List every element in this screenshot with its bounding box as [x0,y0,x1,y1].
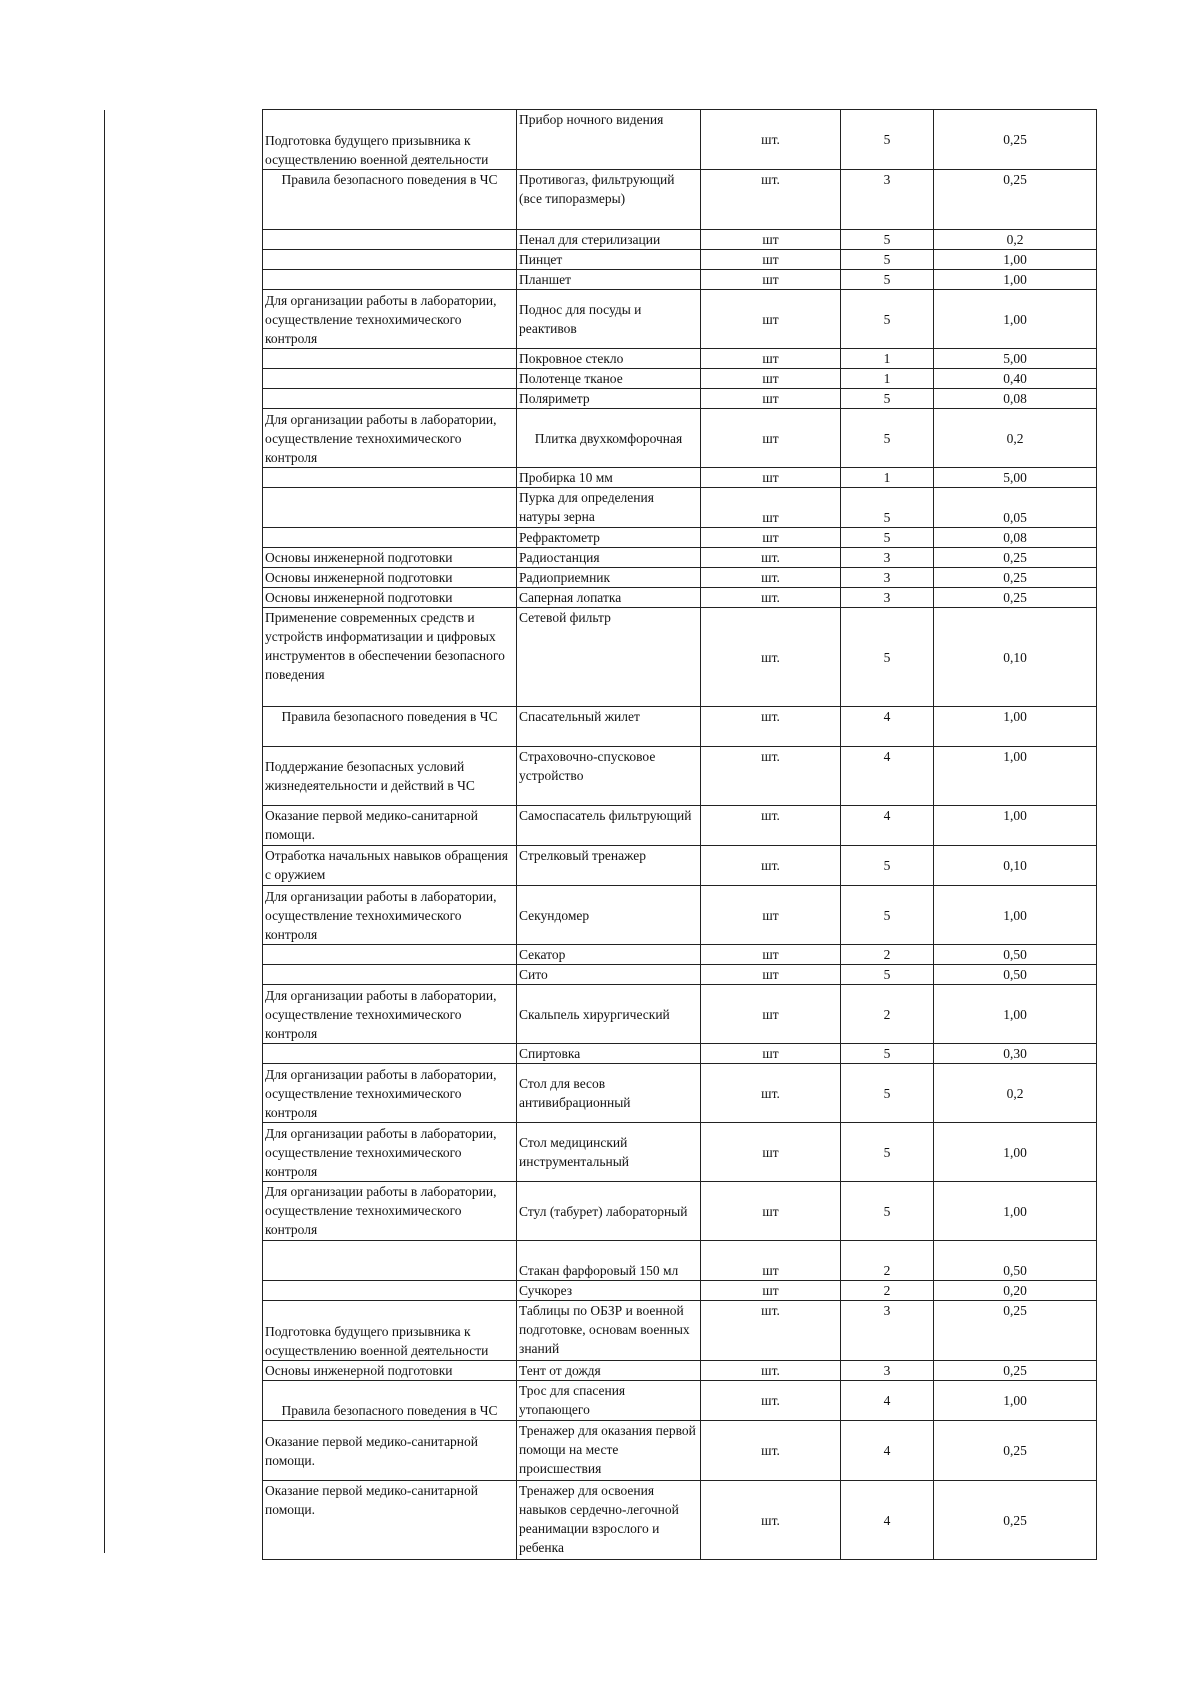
table-row [263,528,1097,548]
qty-cell: 5 [841,110,934,170]
unit-cell: шт [701,409,841,468]
unit-cell: шт [701,270,841,290]
unit-cell: шт [701,1281,841,1301]
item-cell: Пробирка 10 мм [517,468,701,488]
purpose-cell: Подготовка будущего призывника к осуществлению военной деятельности [263,110,517,170]
qty-cell: 5 [841,528,934,548]
purpose-cell: Для организации работы в лаборатории, осуществление технохимического контроля [263,886,517,945]
unit-cell: шт. [701,110,841,170]
unit-cell: шт [701,250,841,270]
item-cell: Рефрактометр [517,528,701,548]
item-cell: Секатор [517,945,701,965]
coef-cell: 0,50 [934,945,1097,965]
unit-cell: шт [701,886,841,945]
coef-cell: 1,00 [934,1381,1097,1421]
qty-cell: 5 [841,250,934,270]
qty-cell: 4 [841,747,934,806]
purpose-cell [263,488,517,528]
coef-cell: 0,40 [934,369,1097,389]
item-cell: Спасательный жилет [517,707,701,747]
item-cell: Тренажер для оказания первой помощи на месте происшествия [517,1421,701,1481]
qty-cell: 1 [841,349,934,369]
coef-cell: 1,00 [934,747,1097,806]
table-row [263,1381,1097,1421]
item-cell: Тент от дождя [517,1361,701,1381]
item-cell: Стрелковый тренажер [517,846,701,886]
unit-cell: шт. [701,707,841,747]
coef-cell: 1,00 [934,985,1097,1044]
item-cell: Стул (табурет) лабораторный [517,1182,701,1241]
item-cell: Поляриметр [517,389,701,409]
table-row [263,945,1097,965]
item-cell: Саперная лопатка [517,588,701,608]
unit-cell: шт. [701,568,841,588]
qty-cell: 1 [841,369,934,389]
item-cell: Стол медицинский инструментальный [517,1123,701,1182]
margin-rule [104,110,105,1553]
table-row [263,1361,1097,1381]
qty-cell: 2 [841,985,934,1044]
unit-cell: шт [701,965,841,985]
item-cell: Пурка для определения натуры зерна [517,488,701,528]
purpose-cell [263,1281,517,1301]
purpose-cell: Основы инженерной подготовки [263,548,517,568]
purpose-cell: Подготовка будущего призывника к осуществлению военной деятельности [263,1301,517,1361]
unit-cell: шт [701,488,841,528]
qty-cell: 2 [841,1241,934,1281]
unit-cell: шт [701,528,841,548]
table-row [263,170,1097,230]
purpose-cell [263,945,517,965]
unit-cell: шт [701,290,841,349]
unit-cell: шт [701,985,841,1044]
coef-cell: 0,25 [934,1361,1097,1381]
table-row [263,389,1097,409]
coef-cell: 0,30 [934,1044,1097,1064]
purpose-cell [263,230,517,250]
item-cell: Полотенце тканое [517,369,701,389]
coef-cell: 1,00 [934,1123,1097,1182]
table-row [263,110,1097,170]
qty-cell: 5 [841,1044,934,1064]
purpose-cell [263,369,517,389]
table-row [263,846,1097,886]
item-cell: Страховочно-спусковое устройство [517,747,701,806]
coef-cell: 1,00 [934,250,1097,270]
purpose-cell [263,1241,517,1281]
item-cell: Сито [517,965,701,985]
qty-cell: 3 [841,548,934,568]
qty-cell: 5 [841,886,934,945]
item-cell: Спиртовка [517,1044,701,1064]
table-row [263,270,1097,290]
purpose-cell: Отработка начальных навыков обращения с оружием [263,846,517,886]
coef-cell: 0,05 [934,488,1097,528]
unit-cell: шт. [701,806,841,846]
table-row [263,230,1097,250]
qty-cell: 3 [841,588,934,608]
purpose-cell [263,965,517,985]
unit-cell: шт. [701,747,841,806]
unit-cell: шт. [701,1481,841,1560]
coef-cell: 0,50 [934,1241,1097,1281]
unit-cell: шт. [701,1301,841,1361]
item-cell: Пенал для стерилизации [517,230,701,250]
item-cell: Стакан фарфоровый 150 мл [517,1241,701,1281]
coef-cell: 0,25 [934,1421,1097,1481]
item-cell: Секундомер [517,886,701,945]
coef-cell: 0,50 [934,965,1097,985]
purpose-cell: Применение современных средств и устройств информатизации и цифровых инструментов в обеспечении безопасного поведения [263,608,517,707]
qty-cell: 5 [841,1064,934,1123]
qty-cell: 5 [841,608,934,707]
table-row [263,568,1097,588]
table-row [263,369,1097,389]
coef-cell: 0,25 [934,548,1097,568]
purpose-cell: Основы инженерной подготовки [263,588,517,608]
qty-cell: 2 [841,1281,934,1301]
table-row [263,1123,1097,1182]
table-row [263,1301,1097,1361]
table-row [263,1182,1097,1241]
purpose-cell: Оказание первой медико-санитарной помощи. [263,1481,517,1560]
table-row [263,488,1097,528]
unit-cell: шт [701,468,841,488]
qty-cell: 5 [841,1123,934,1182]
item-cell: Сучкорез [517,1281,701,1301]
item-cell: Прибор ночного видения [517,110,701,170]
purpose-cell: Для организации работы в лаборатории, осуществление технохимического контроля [263,985,517,1044]
purpose-cell [263,528,517,548]
unit-cell: шт. [701,846,841,886]
unit-cell: шт. [701,1381,841,1421]
item-cell: Пинцет [517,250,701,270]
qty-cell: 5 [841,389,934,409]
item-cell: Поднос для посуды и реактивов [517,290,701,349]
qty-cell: 5 [841,270,934,290]
coef-cell: 0,10 [934,846,1097,886]
purpose-cell: Основы инженерной подготовки [263,1361,517,1381]
equipment-table-body [263,110,1097,1560]
coef-cell: 0,20 [934,1281,1097,1301]
unit-cell: шт [701,389,841,409]
unit-cell: шт. [701,588,841,608]
purpose-cell [263,389,517,409]
qty-cell: 5 [841,230,934,250]
unit-cell: шт [701,945,841,965]
purpose-cell [263,270,517,290]
coef-cell: 5,00 [934,468,1097,488]
unit-cell: шт. [701,1421,841,1481]
coef-cell: 0,25 [934,170,1097,230]
item-cell: Планшет [517,270,701,290]
item-cell: Покровное стекло [517,349,701,369]
purpose-cell: Для организации работы в лаборатории, осуществление технохимического контроля [263,1064,517,1123]
table-row [263,806,1097,846]
item-cell: Трос для спасения утопающего [517,1381,701,1421]
coef-cell: 1,00 [934,707,1097,747]
coef-cell: 1,00 [934,1182,1097,1241]
item-cell: Радиостанция [517,548,701,568]
purpose-cell: Для организации работы в лаборатории, осуществление технохимического контроля [263,1123,517,1182]
unit-cell: шт [701,1241,841,1281]
equipment-table [262,109,1097,1560]
unit-cell: шт [701,1044,841,1064]
qty-cell: 4 [841,806,934,846]
table-row [263,250,1097,270]
coef-cell: 0,25 [934,1481,1097,1560]
table-row [263,1064,1097,1123]
table-row [263,965,1097,985]
item-cell: Стол для весов антивибрационный [517,1064,701,1123]
qty-cell: 5 [841,1182,934,1241]
table-row [263,608,1097,707]
coef-cell: 0,2 [934,1064,1097,1123]
qty-cell: 3 [841,1301,934,1361]
coef-cell: 0,08 [934,389,1097,409]
table-row [263,1481,1097,1560]
purpose-cell: Для организации работы в лаборатории, осуществление технохимического контроля [263,1182,517,1241]
unit-cell: шт [701,369,841,389]
qty-cell: 4 [841,1381,934,1421]
purpose-cell: Правила безопасного поведения в ЧС [263,707,517,747]
unit-cell: шт. [701,608,841,707]
item-cell: Радиоприемник [517,568,701,588]
table-row [263,588,1097,608]
purpose-cell: Оказание первой медико-санитарной помощи. [263,1421,517,1481]
qty-cell: 5 [841,290,934,349]
purpose-cell: Основы инженерной подготовки [263,568,517,588]
coef-cell: 0,08 [934,528,1097,548]
qty-cell: 5 [841,846,934,886]
unit-cell: шт. [701,1361,841,1381]
item-cell: Тренажер для освоения навыков сердечно-легочной реанимации взрослого и ребенка [517,1481,701,1560]
coef-cell: 5,00 [934,349,1097,369]
unit-cell: шт [701,230,841,250]
qty-cell: 2 [841,945,934,965]
table-row [263,409,1097,468]
purpose-cell: Оказание первой медико-санитарной помощи. [263,806,517,846]
purpose-cell [263,1044,517,1064]
qty-cell: 3 [841,1361,934,1381]
table-row [263,707,1097,747]
item-cell: Самоспасатель фильтрующий [517,806,701,846]
coef-cell: 0,2 [934,409,1097,468]
table-row [263,349,1097,369]
table-row [263,548,1097,568]
table-row [263,985,1097,1044]
purpose-cell: Для организации работы в лаборатории, осуществление технохимического контроля [263,409,517,468]
coef-cell: 0,25 [934,568,1097,588]
table-row [263,747,1097,806]
purpose-cell: Правила безопасного поведения в ЧС [263,170,517,230]
purpose-cell [263,468,517,488]
table-row [263,1421,1097,1481]
qty-cell: 3 [841,568,934,588]
qty-cell: 4 [841,707,934,747]
unit-cell: шт [701,1182,841,1241]
coef-cell: 0,10 [934,608,1097,707]
purpose-cell [263,349,517,369]
coef-cell: 0,25 [934,588,1097,608]
coef-cell: 1,00 [934,270,1097,290]
unit-cell: шт. [701,548,841,568]
item-cell: Таблицы по ОБЗР и военной подготовке, основам военных знаний [517,1301,701,1361]
unit-cell: шт [701,1123,841,1182]
unit-cell: шт. [701,170,841,230]
coef-cell: 1,00 [934,886,1097,945]
table-row [263,1281,1097,1301]
item-cell: Плитка двухкомфорочная [517,409,701,468]
coef-cell: 0,25 [934,1301,1097,1361]
qty-cell: 5 [841,409,934,468]
purpose-cell: Для организации работы в лаборатории, осуществление технохимического контроля [263,290,517,349]
table-row [263,1241,1097,1281]
qty-cell: 3 [841,170,934,230]
table-row [263,468,1097,488]
coef-cell: 0,2 [934,230,1097,250]
coef-cell: 0,25 [934,110,1097,170]
coef-cell: 1,00 [934,806,1097,846]
table-row [263,290,1097,349]
qty-cell: 4 [841,1421,934,1481]
purpose-cell: Правила безопасного поведения в ЧС [263,1381,517,1421]
purpose-cell [263,250,517,270]
unit-cell: шт [701,349,841,369]
purpose-cell: Поддержание безопасных условий жизнедеятельности и действий в ЧС [263,747,517,806]
qty-cell: 5 [841,488,934,528]
qty-cell: 5 [841,965,934,985]
unit-cell: шт. [701,1064,841,1123]
item-cell: Скальпель хирургический [517,985,701,1044]
qty-cell: 4 [841,1481,934,1560]
qty-cell: 1 [841,468,934,488]
table-row [263,1044,1097,1064]
item-cell: Противогаз, фильтрующий (все типоразмеры) [517,170,701,230]
table-row [263,886,1097,945]
item-cell: Сетевой фильтр [517,608,701,707]
coef-cell: 1,00 [934,290,1097,349]
